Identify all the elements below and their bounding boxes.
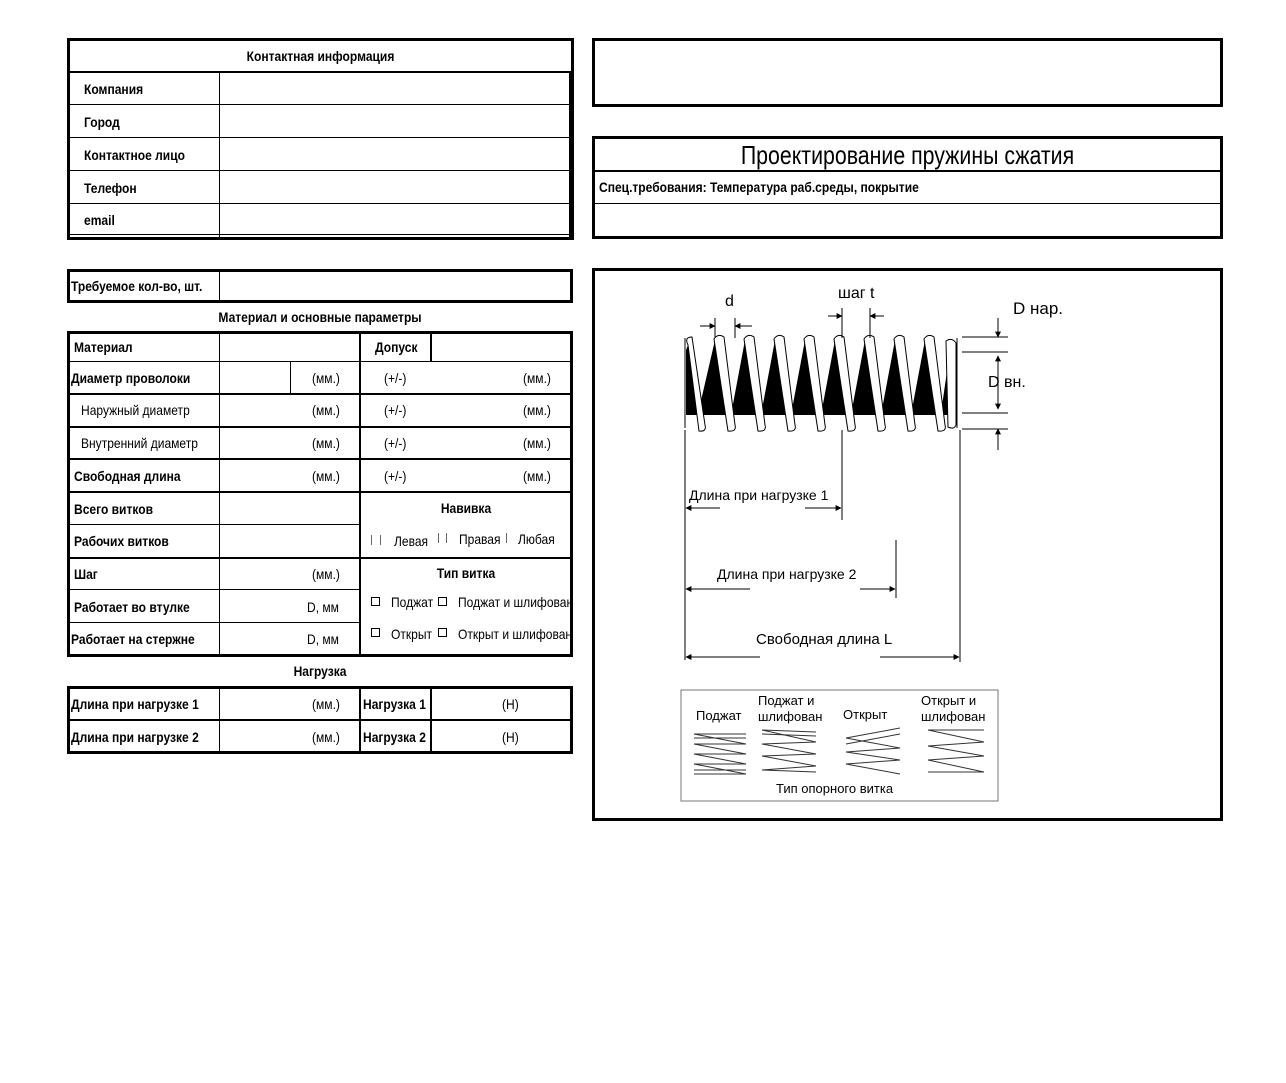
winding-left-label: Левая [394, 533, 429, 549]
material-label: Материал [74, 339, 133, 355]
tolerance-label: Допуск [375, 339, 418, 355]
outer-diameter-tol-unit: (мм.) [523, 402, 551, 418]
winding-right-label: Правая [459, 531, 501, 547]
length2-diagram-label: Длина при нагрузке 2 [717, 566, 857, 582]
outer-diameter-plus-minus: (+/-) [384, 402, 407, 418]
load1-label: Нагрузка 1 [363, 696, 426, 712]
winding-any-label: Любая [518, 531, 555, 547]
phone-label: Телефон [84, 180, 137, 196]
coil-closed-label: Поджат [391, 594, 434, 610]
wire-diameter-unit: (мм.) [312, 370, 340, 386]
d-label: d [725, 293, 734, 310]
wire-diameter-tol-unit: (мм.) [523, 370, 551, 386]
load2-unit: (Н) [502, 729, 519, 745]
end-type-closed-ground-label-1: Поджат и [758, 693, 815, 708]
wire-diameter-label: Диаметр проволоки [71, 370, 191, 386]
bushing-d-unit: D, мм [307, 599, 339, 615]
free-length-plus-minus: (+/-) [384, 468, 407, 484]
material-section-header: Материал и основные параметры [218, 309, 422, 325]
end-type-open-ground-label-2: шлифован [921, 709, 986, 724]
free-length-tol-unit: (мм.) [523, 468, 551, 484]
outer-diameter-label: Наружный диаметр [81, 402, 190, 418]
wire-diameter-plus-minus: (+/-) [384, 370, 407, 386]
total-coils-label: Всего витков [74, 501, 153, 517]
contact-person-label: Контактное лицо [84, 147, 185, 163]
load2-label: Нагрузка 2 [363, 729, 426, 745]
quantity-label: Требуемое кол-во, шт. [71, 278, 203, 294]
active-coils-label: Рабочих витков [74, 533, 169, 549]
spring-coils [685, 335, 957, 431]
end-type-closed-label: Поджат [696, 708, 742, 723]
inner-diameter-plus-minus: (+/-) [384, 435, 407, 451]
rod-d-unit: D, мм [307, 631, 339, 647]
email-label: email [84, 212, 115, 228]
contact-info-header: Контактная информация [246, 48, 395, 64]
length-load1-unit: (мм.) [312, 696, 340, 712]
coil-open-label: Открыт [391, 626, 433, 642]
free-length-label: Свободная длина [74, 468, 181, 484]
free-length-diagram-label: Свободная длина L [756, 631, 893, 648]
length-load1-label: Длина при нагрузке 1 [71, 696, 199, 712]
end-types-caption: Тип опорного витка [776, 781, 894, 796]
coil-open-ground-label: Открыт и шлифован [458, 626, 573, 642]
outer-diameter-unit: (мм.) [312, 402, 340, 418]
length-load2-unit: (мм.) [312, 729, 340, 745]
end-type-open-ground-label-1: Открыт и [921, 693, 977, 708]
winding-header: Навивка [440, 500, 492, 516]
coil-type-header: Тип витка [436, 565, 496, 581]
pitch-label: Шаг [74, 566, 98, 582]
pitch-diagram-label: шаг t [838, 285, 875, 302]
end-type-open-label: Открыт [843, 707, 888, 722]
special-requirements-label: Спец.требования: Температура раб.среды, покрытие [599, 179, 919, 195]
coil-closed-ground-label: Поджат и шлифован [458, 594, 574, 610]
page-title: Проектирование пружины сжатия [740, 140, 1075, 170]
free-length-unit: (мм.) [312, 468, 340, 484]
d-inner-label: D вн. [988, 374, 1026, 391]
end-type-closed-ground-label-2: шлифован [758, 709, 823, 724]
rod-label: Работает на стержне [71, 631, 195, 647]
bushing-label: Работает во втулке [74, 599, 190, 615]
load-section-header: Нагрузка [293, 663, 347, 679]
city-label: Город [84, 114, 120, 130]
company-label: Компания [84, 81, 144, 97]
pitch-unit: (мм.) [312, 566, 340, 582]
load1-unit: (Н) [502, 696, 519, 712]
length-load2-label: Длина при нагрузке 2 [71, 729, 199, 745]
inner-diameter-unit: (мм.) [312, 435, 340, 451]
length1-diagram-label: Длина при нагрузке 1 [689, 487, 829, 503]
d-outer-label: D нар. [1013, 299, 1064, 318]
inner-diameter-label: Внутренний диаметр [81, 435, 198, 451]
inner-diameter-tol-unit: (мм.) [523, 435, 551, 451]
